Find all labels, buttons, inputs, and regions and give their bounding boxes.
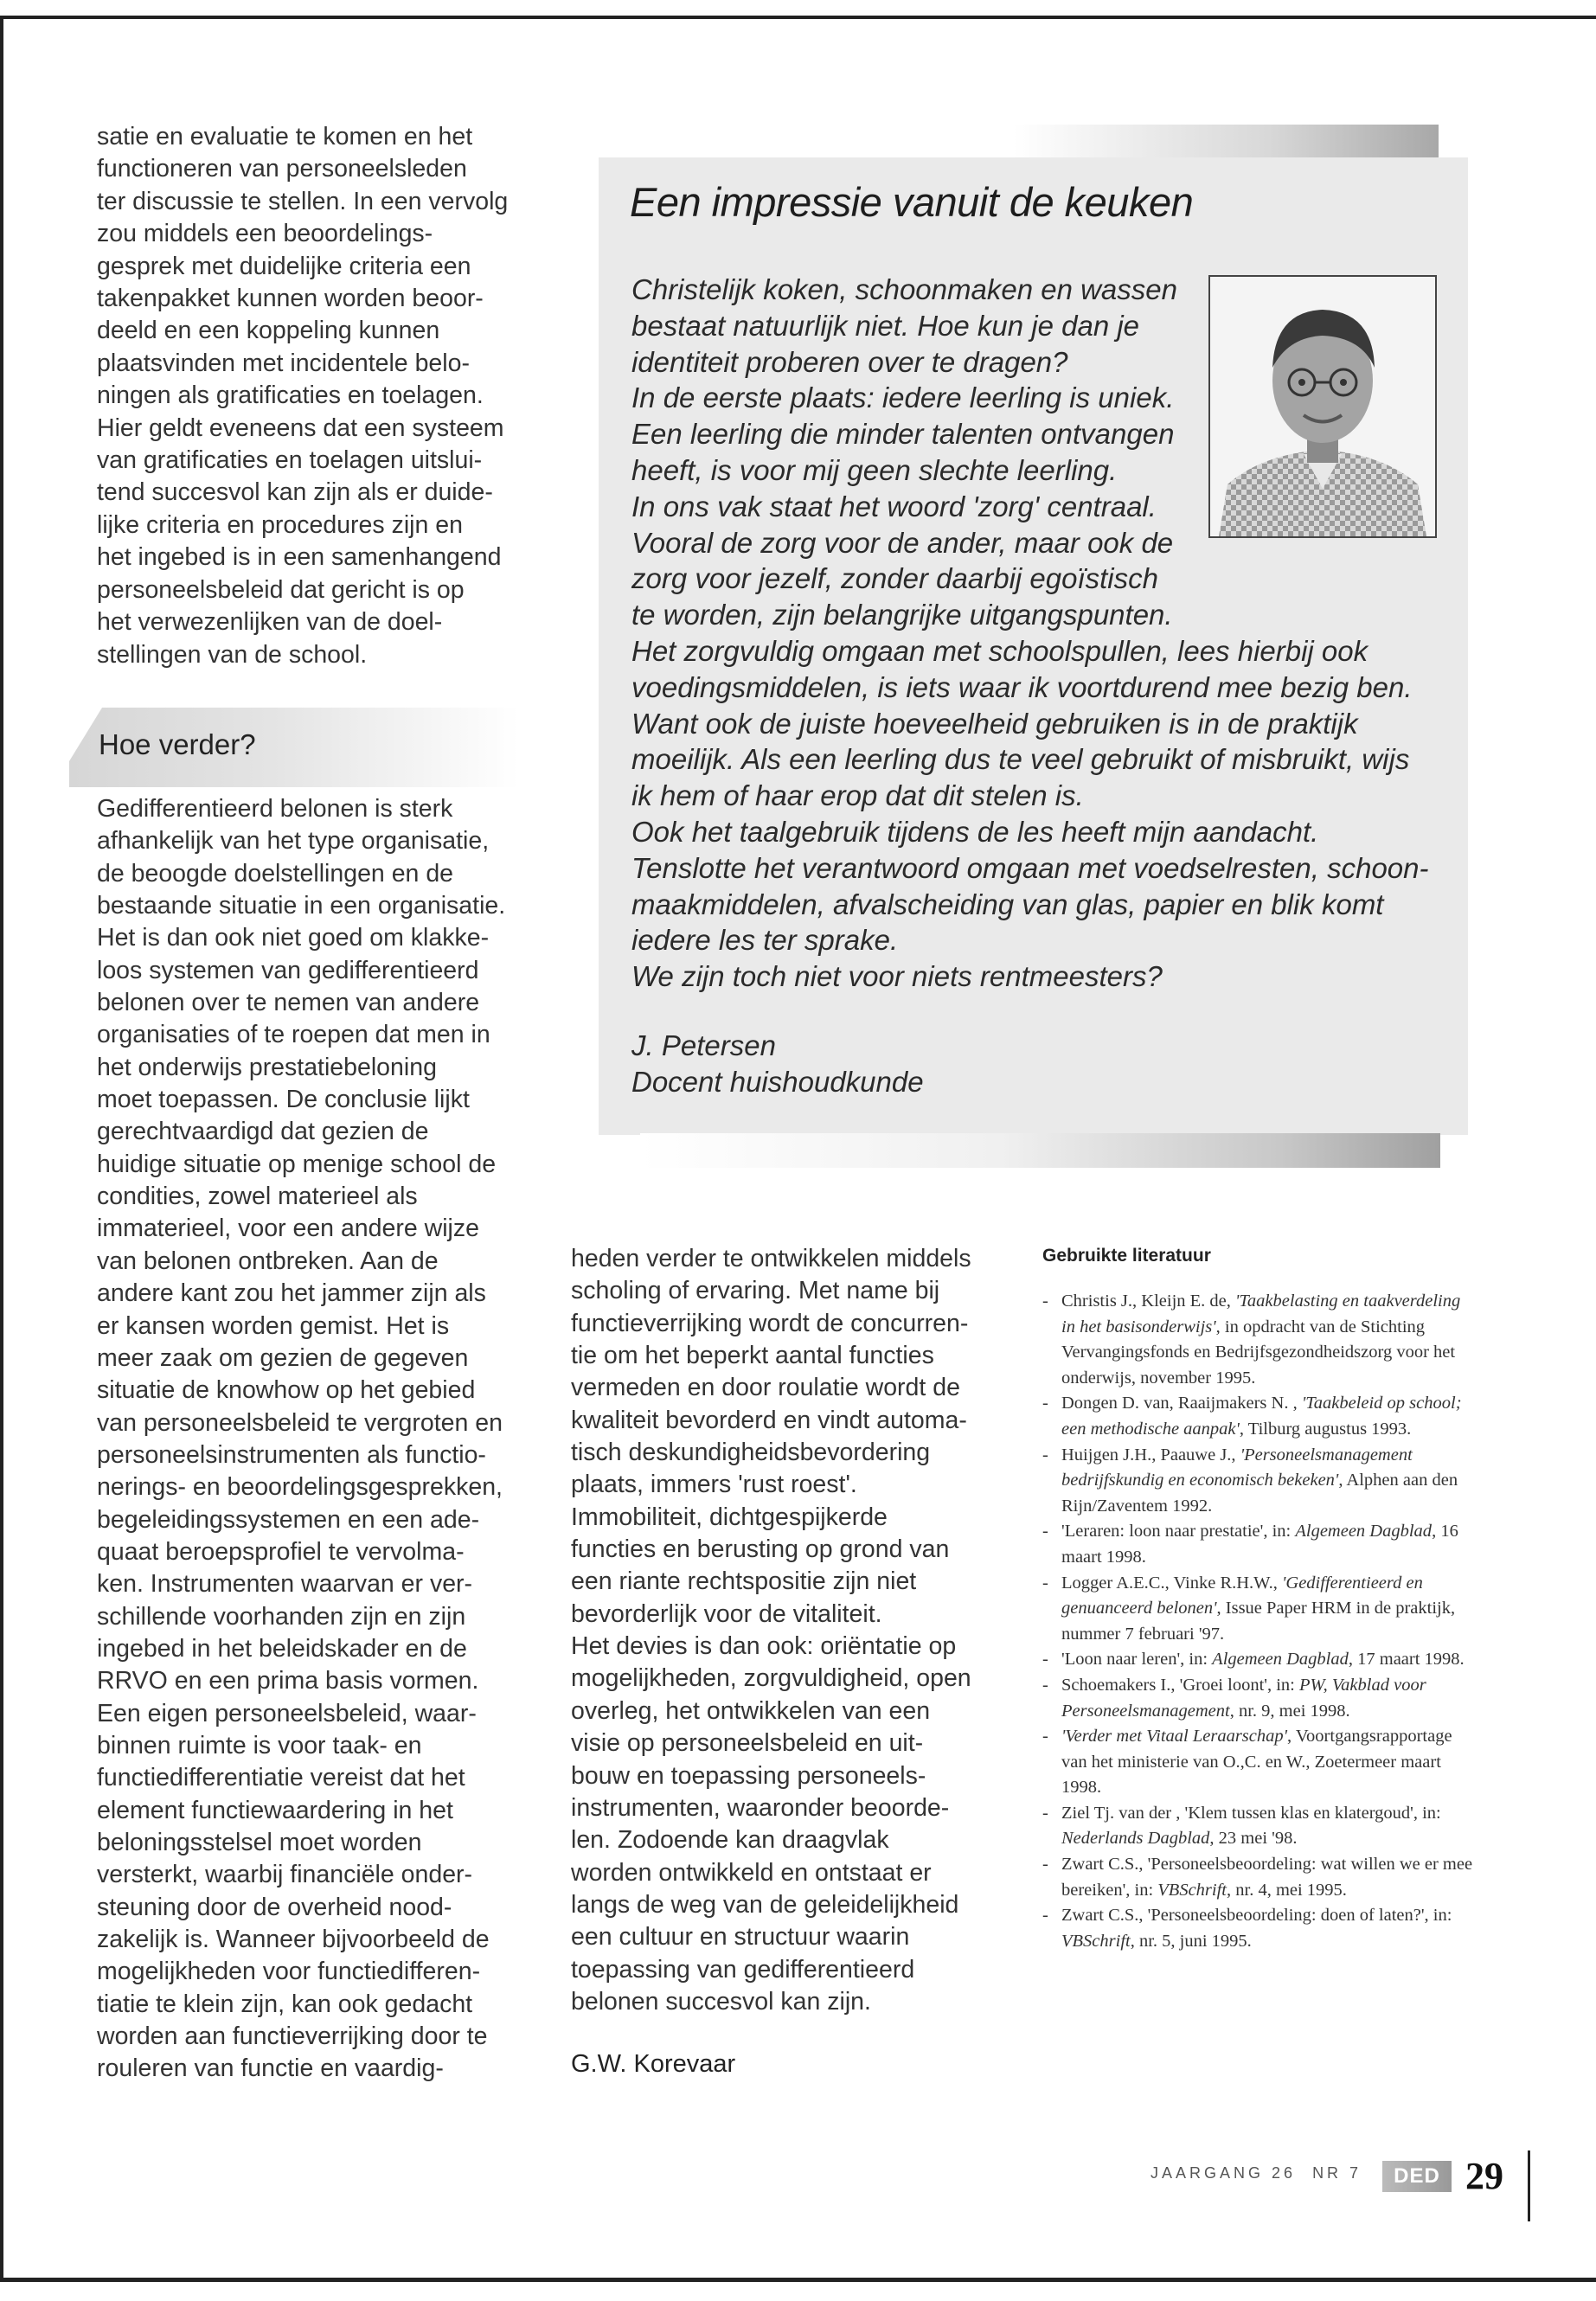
text-line: quaat beroepsprofiel te vervolma- xyxy=(97,1537,465,1566)
text-line: lijke criteria en procedures zijn en xyxy=(97,510,463,539)
reference-item xyxy=(1042,1801,1475,1852)
reference-item xyxy=(1042,1391,1475,1442)
box-text-line: In de eerste plaats: iedere leerling is uniek. xyxy=(631,381,1175,414)
text-line: immaterieel, voor een andere wijze xyxy=(97,1215,479,1243)
reference-text: , in opdracht van de Stichting Vervangingsfonds en Bedrijfsgezondheidszorg voor het onderwijs, november 1995. xyxy=(1061,1317,1456,1388)
text-line: meer zaak om gezien de gegeven xyxy=(97,1343,469,1372)
text-line: len. Zodoende kan draagvlak xyxy=(571,1826,889,1855)
box-text-line: Ook het taalgebruik tijdens de les heeft mijn aandacht. xyxy=(631,815,1319,848)
reference-title: Algemeen Dagblad xyxy=(1295,1522,1433,1541)
text-line: huidige situatie op menige school de xyxy=(97,1150,497,1178)
text-line: Een eigen personeelsbeleid, waar- xyxy=(97,1699,477,1727)
reference-title: VBSchrift xyxy=(1157,1880,1227,1900)
reference-title: 'Gedifferentieerd en genuanceerd belonen' xyxy=(1061,1573,1423,1618)
reference-text: , 16 maart 1998. xyxy=(1061,1522,1458,1567)
reference-item xyxy=(1042,1673,1475,1724)
box-text-line: heeft, is voor mij geen slechte leerling. xyxy=(631,453,1118,486)
column-1-bottom-text xyxy=(97,793,529,2086)
reference-title: 'Personeelsmanagement bedrijfskundig en economisch bekeken' xyxy=(1061,1445,1413,1490)
box-top-shade-bar xyxy=(588,125,1439,157)
text-line: belonen over te nemen van andere xyxy=(97,989,480,1017)
box-text-line: te worden, zijn belangrijke uitgangspunten. xyxy=(631,599,1173,631)
text-line: takenpakket kunnen worden beoor- xyxy=(97,285,484,313)
reference-text: Zwart C.S., 'Personeelsbeoordeling: wat willen we er mee bereiken', in: xyxy=(1061,1855,1473,1900)
box-text-line: voedingsmiddelen, is iets waar ik voortdurend mee bezig ben. xyxy=(631,670,1413,703)
reference-text: Logger A.E.C., Vinke R.H.W., xyxy=(1061,1573,1283,1593)
text-line: gerechtvaardigd dat gezien de xyxy=(97,1118,429,1146)
text-line: begeleidingssystemen en een ade- xyxy=(97,1505,480,1534)
text-line: deeld en een koppeling kunnen xyxy=(97,317,440,345)
reference-text: , nr. 9, mei 1998. xyxy=(1229,1701,1350,1721)
page-number: 29 xyxy=(1465,2155,1503,2197)
box-text-line: Het zorgvuldig omgaan met schoolspullen, lees hierbij ook xyxy=(631,634,1368,667)
reference-item xyxy=(1042,1724,1475,1801)
text-line: functioneren van personeelsleden xyxy=(97,155,467,183)
text-line: plaats, immers 'rust roest'. xyxy=(571,1471,857,1499)
sidebar-box xyxy=(599,157,1468,1135)
reference-item xyxy=(1042,1903,1475,1954)
box-text-line: moeilijk. Als een leerling dus te veel gebruikt of misbruikt, wijs xyxy=(631,743,1410,776)
text-line: andere kant zou het jammer zijn als xyxy=(97,1279,486,1308)
reference-title: Nederlands Dagblad xyxy=(1061,1829,1210,1849)
text-line: overleg, het ontwikkelen van een xyxy=(571,1696,931,1725)
reference-text: , Tilburg augustus 1993. xyxy=(1239,1419,1412,1439)
text-line: worden aan functieverrijking door te xyxy=(97,2022,488,2051)
reference-text: , 23 mei '98. xyxy=(1209,1829,1298,1849)
text-line: tiatie te klein zijn, kan ook gedacht xyxy=(97,1990,473,2018)
text-line: beloningsstelsel moet worden xyxy=(97,1829,422,1856)
text-line: binnen ruimte is voor taak- en xyxy=(97,1731,422,1759)
text-line: plaatsvinden met incidentele belo- xyxy=(97,349,470,377)
text-line: tie om het beperkt aantal functies xyxy=(571,1342,934,1370)
text-line: bestaande situatie in een organisatie. xyxy=(97,892,506,920)
text-line: Hier geldt eveneens dat een systeem xyxy=(97,413,504,442)
reference-title: PW, Vakblad voor Personeelsmanagement xyxy=(1061,1675,1426,1721)
references-heading: Gebruikte literatuur xyxy=(1042,1246,1211,1266)
reference-text: Christis J., Kleijn E. de, xyxy=(1061,1292,1236,1311)
reference-text: Zwart C.S., 'Personeelsbeoordeling: doen of laten?', in: xyxy=(1061,1906,1452,1926)
page-border-left xyxy=(0,16,3,2278)
box-text-line: maakmiddelen, afvalscheiding van glas, papier en blik komt xyxy=(631,888,1384,920)
text-line: langs de weg van de geleidelijkheid xyxy=(571,1890,959,1919)
text-line: personeelsinstrumenten als functio- xyxy=(97,1440,486,1469)
page-footer xyxy=(1151,2164,1370,2182)
references-list xyxy=(1042,1289,1475,1954)
text-line: van gratificaties en toelagen uitslui- xyxy=(97,446,483,475)
box-text-line: Want ook de juiste hoeveelheid gebruiken is in de praktijk xyxy=(631,707,1358,740)
text-line: element functiewaardering in het xyxy=(97,1796,453,1824)
text-line: moet toepassen. De conclusie lijkt xyxy=(97,1086,470,1114)
text-line: Immobiliteit, dichtgespijkerde xyxy=(571,1503,888,1531)
text-line: Het is dan ook niet goed om klakke- xyxy=(97,924,490,952)
column-1-top-text xyxy=(97,121,529,671)
text-line: scholing of ervaring. Met name bij xyxy=(571,1277,940,1305)
text-line: mogelijkheden, zorgvuldigheid, open xyxy=(571,1664,971,1693)
text-line: zakelijk is. Wanneer bijvoorbeeld de xyxy=(97,1926,490,1954)
reference-item xyxy=(1042,1571,1475,1648)
reference-text: , Alphen aan den Rijn/Zaventem 1992. xyxy=(1061,1471,1458,1516)
text-line: het onderwijs prestatiebeloning xyxy=(97,1053,437,1081)
text-line: het ingebed is in een samenhangend xyxy=(97,543,502,572)
reference-text: 'Loon naar leren', in: xyxy=(1061,1650,1213,1670)
text-line: van personeelsbeleid te vergroten en xyxy=(97,1408,503,1437)
reference-title: VBSchrift xyxy=(1061,1931,1131,1951)
text-line: condities, zowel materieel als xyxy=(97,1183,418,1211)
reference-title: 'Verder met Vitaal Leraarschap' xyxy=(1061,1727,1288,1747)
box-body-text xyxy=(631,272,1462,995)
text-line: mogelijkheden voor functiedifferen- xyxy=(97,1958,481,1986)
page-number-block xyxy=(1457,2150,1535,2201)
reference-item xyxy=(1042,1647,1475,1673)
references-section xyxy=(1042,1246,1475,1954)
text-line: kwaliteit bevorderd en vindt automa- xyxy=(571,1406,967,1434)
box-bottom-shade-bar xyxy=(640,1133,1440,1168)
box-text-line: Een leerling die minder talenten ontvangen xyxy=(631,418,1175,451)
box-text-line: Tenslotte het verantwoord omgaan met voedselresten, schoon- xyxy=(631,851,1429,884)
text-line: heden verder te ontwikkelen middels xyxy=(571,1245,971,1272)
text-line: ingebed in het beleidskader en de xyxy=(97,1634,467,1663)
text-line: toepassing van gedifferentieerd xyxy=(571,1955,915,1984)
box-text-line: bestaat natuurlijk niet. Hoe kun je dan je xyxy=(631,309,1140,342)
section-heading: Hoe verder? xyxy=(99,728,256,760)
box-text-line: zorg voor jezelf, zonder daarbij egoïstisch xyxy=(631,562,1158,595)
signature-role: Docent huishoudkunde xyxy=(631,1066,924,1098)
reference-text: Ziel Tj. van der , 'Klem tussen klas en klatergoud', in: xyxy=(1061,1803,1441,1823)
text-line: loos systemen van gedifferentieerd xyxy=(97,956,479,984)
reference-item xyxy=(1042,1519,1475,1570)
reference-title: Algemeen Dagblad xyxy=(1212,1650,1349,1670)
text-line: ter discussie te stellen. In een vervolg xyxy=(97,187,509,215)
text-line: tend succesvol kan zijn als er duide- xyxy=(97,478,493,507)
text-line: zou middels een beoordelings- xyxy=(97,220,433,248)
reference-text: , Voortgangsrapportage van het ministerie van O.,C. en W., Zoetermeer maart 1998. xyxy=(1061,1727,1452,1798)
box-text-line: identiteit proberen over te dragen? xyxy=(631,345,1068,378)
article-author: G.W. Korevaar xyxy=(571,2050,736,2078)
text-line: rouleren van functie en vaardig- xyxy=(97,2054,444,2083)
reference-item xyxy=(1042,1289,1475,1391)
box-title: Een impressie vanuit de keuken xyxy=(630,179,1194,225)
box-text-line: In ons vak staat het woord 'zorg' centraal. xyxy=(631,490,1157,522)
reference-text: Dongen D. van, Raaijmakers N. , xyxy=(1061,1394,1302,1413)
box-text-line: Christelijk koken, schoonmaken en wassen xyxy=(631,273,1177,305)
text-line: instrumenten, waaronder beoorde- xyxy=(571,1793,950,1822)
text-line: worden ontwikkeld en ontstaat er xyxy=(571,1858,932,1887)
section-heading-block xyxy=(69,708,519,787)
text-line: van belonen ontbreken. Aan de xyxy=(97,1247,439,1275)
text-line: personeelsbeleid dat gericht is op xyxy=(97,575,465,604)
text-line: stellingen van de school. xyxy=(97,640,368,669)
text-line: de beoogde doelstellingen en de xyxy=(97,859,454,888)
page-border-top xyxy=(0,16,1596,19)
box-text-line: ik hem of haar erop dat dit stelen is. xyxy=(631,779,1084,812)
text-line: steuning door de overheid nood- xyxy=(97,1893,452,1921)
text-line: vermeden en door roulatie wordt de xyxy=(571,1374,960,1402)
footer-issue-number: NR 7 xyxy=(1312,2164,1362,2182)
reference-text: Schoemakers I., 'Groei loont', in: xyxy=(1061,1675,1299,1695)
page-border-bottom xyxy=(0,2278,1596,2282)
text-line: ningen als gratificaties en toelagen. xyxy=(97,381,484,410)
reference-item xyxy=(1042,1443,1475,1520)
text-line: het verwezenlijken van de doel- xyxy=(97,608,443,637)
reference-text: , nr. 5, juni 1995. xyxy=(1130,1931,1252,1951)
box-signature xyxy=(631,1028,924,1100)
text-line: ken. Instrumenten waarvan er ver- xyxy=(97,1570,473,1599)
text-line: belonen succesvol kan zijn. xyxy=(571,1987,871,2016)
text-line: gesprek met duidelijke criteria een xyxy=(97,252,471,280)
text-line: situatie de knowhow op het gebied xyxy=(97,1376,476,1405)
reference-title: 'Taakbeleid op school; een methodische aanpak' xyxy=(1061,1394,1462,1439)
reference-text: , Issue Paper HRM in de praktijk, nummer 7 februari '97. xyxy=(1061,1599,1456,1644)
box-text-line: Vooral de zorg voor de ander, maar ook de xyxy=(631,526,1174,559)
reference-text: Huijgen J.H., Paauwe J., xyxy=(1061,1445,1240,1465)
magazine-logo: DED xyxy=(1382,2161,1452,2192)
text-line: visie op personeelsbeleid en uit- xyxy=(571,1729,924,1758)
text-line: Gedifferentieerd belonen is sterk xyxy=(97,795,453,823)
text-line: functieverrijking wordt de concurren- xyxy=(571,1309,969,1337)
text-line: versterkt, waarbij financiële onder- xyxy=(97,1861,473,1889)
text-line: afhankelijk van het type organisatie, xyxy=(97,827,490,856)
text-line: functiedifferentiatie vereist dat het xyxy=(97,1764,465,1792)
reference-text: , nr. 4, mei 1995. xyxy=(1227,1880,1347,1900)
box-text-line: iedere les ter sprake. xyxy=(631,924,899,957)
text-line: RRVO en een prima basis vormen. xyxy=(97,1667,479,1695)
page-number-rule xyxy=(1528,2150,1530,2221)
reference-text: , 17 maart 1998. xyxy=(1348,1650,1465,1670)
text-line: Het devies is dan ook: oriëntatie op xyxy=(571,1632,957,1661)
text-line: organisaties of te roepen dat men in xyxy=(97,1021,490,1049)
text-line: er kansen worden gemist. Het is xyxy=(97,1311,450,1340)
text-line: bouw en toepassing personeels- xyxy=(571,1761,926,1790)
footer-jaargang: JAARGANG 26 xyxy=(1151,2164,1297,2182)
reference-item xyxy=(1042,1852,1475,1903)
text-line: tisch deskundigheidsbevordering xyxy=(571,1439,931,1467)
column-2-text xyxy=(571,1243,1012,2018)
text-line: satie en evaluatie te komen en het xyxy=(97,123,473,151)
text-line: nerings- en beoordelingsgesprekken, xyxy=(97,1473,503,1502)
reference-title: 'Taakbelasting en taakverdeling in het basisonderwijs' xyxy=(1061,1292,1461,1336)
text-line: functies en berusting op grond van xyxy=(571,1535,950,1564)
reference-text: 'Leraren: loon naar prestatie', in: xyxy=(1061,1522,1296,1541)
text-line: een cultuur en structuur waarin xyxy=(571,1923,910,1952)
text-line: bevorderlijk voor de vitaliteit. xyxy=(571,1599,882,1628)
signature-name: J. Petersen xyxy=(631,1029,776,1061)
box-text-line: We zijn toch niet voor niets rentmeesters? xyxy=(631,960,1163,993)
text-line: schillende voorhanden zijn en zijn xyxy=(97,1602,466,1631)
text-line: een riante rechtspositie zijn niet xyxy=(571,1567,917,1596)
